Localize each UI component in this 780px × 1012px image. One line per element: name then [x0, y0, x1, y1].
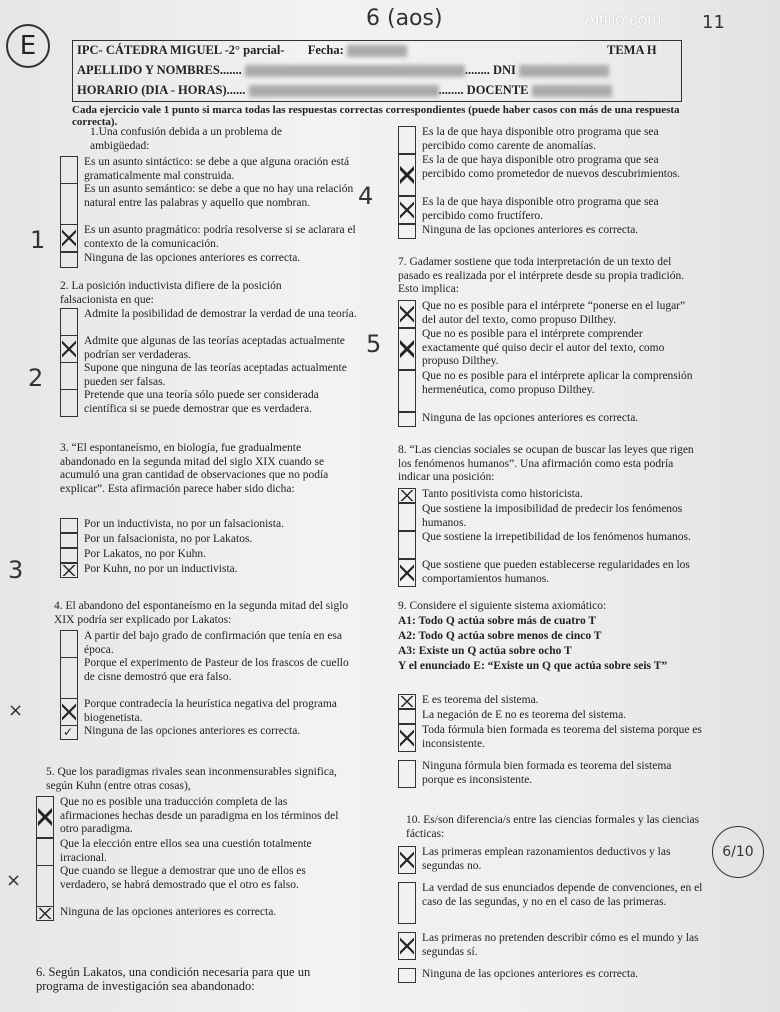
checkbox[interactable]: [60, 156, 78, 184]
q6-option[interactable]: Ninguna de las opciones anteriores es correcta.: [398, 224, 698, 239]
margin-number: 1: [30, 226, 46, 254]
redacted-docente: [532, 85, 612, 97]
checkbox[interactable]: [60, 533, 78, 548]
q3-option[interactable]: Por un inductivista, no por un falsacionista.: [60, 518, 360, 533]
q10-option[interactable]: Las primeras emplean razonamientos deductivos y las segundas no.: [398, 846, 708, 874]
q9-option[interactable]: Ninguna fórmula bien formada es teorema del sistema porque es inconsistente.: [398, 760, 698, 788]
checkbox[interactable]: [60, 389, 78, 417]
checkbox[interactable]: [398, 968, 416, 983]
q8-stem: 8. “Las ciencias sociales se ocupan de buscar las leyes que rigen los fenómenos humanos”. Una afirmación como esta podría indicar una posición:: [398, 444, 694, 483]
checkbox[interactable]: [60, 362, 78, 390]
q7-option[interactable]: Que no es posible para el intérprete comprender exactamente qué quiso decir el autor del texto, como propuso Dilthey.: [398, 328, 698, 370]
q9-axiom: A1: Todo Q actúa sobre más de cuatro T: [398, 615, 597, 627]
tema-label: TEMA H: [607, 43, 657, 57]
checkbox-marked[interactable]: [398, 846, 416, 874]
q9-option[interactable]: La negación de E no es teorema del sistema.: [398, 709, 698, 724]
q1-option[interactable]: Es un asunto pragmático: podría resolverse si se aclarara el contexto de la comunicación.: [60, 224, 360, 252]
fecha-label: Fecha:: [307, 43, 344, 57]
name-label: APELLIDO Y NOMBRES: [77, 63, 220, 77]
q4-option[interactable]: Porque el experimento de Pasteur de los frascos de cuello de cisne demostró que era falso.: [60, 657, 360, 699]
q7-option[interactable]: Que no es posible para el intérprete aplicar la comprensión hermenéutica, como propuso Dilthey.: [398, 370, 698, 412]
checkbox-marked[interactable]: [398, 694, 416, 709]
redacted-schedule: [249, 85, 439, 97]
q5-option[interactable]: Ninguna de las opciones anteriores es correcta.: [36, 906, 346, 921]
checkbox[interactable]: [60, 308, 78, 336]
q9-axiom: A2: Todo Q actúa sobre menos de cinco T: [398, 630, 602, 642]
redacted-name: [245, 65, 465, 77]
checkbox-marked[interactable]: [60, 563, 78, 578]
q4-option[interactable]: ✓ Ninguna de las opciones anteriores es correcta.: [60, 725, 360, 740]
q3-stem: 3. “El espontaneísmo, en biología, fue gradualmente abandonado en la segunda mitad del siglo XIX cuando se acumuló una gran cantidad de observaciones que no podía explicar”. Esta afirmación parece haber sido dicha:: [60, 442, 329, 495]
q6-option[interactable]: Es la de que haya disponible otro programa que sea percibido como fructífero.: [398, 196, 698, 224]
margin-cross: ×: [6, 870, 22, 891]
q8-option[interactable]: Que sostiene que pueden establecerse regularidades en los comportamientos humanos.: [398, 559, 698, 587]
q2-stem: 2. La posición inductivista difiere de la posición falsacionista en que:: [60, 280, 282, 306]
q2-option[interactable]: Admite la posibilidad de demostrar la verdad de una teoría.: [60, 308, 360, 336]
checkbox[interactable]: [36, 838, 54, 866]
checkbox[interactable]: [60, 630, 78, 658]
q2-option[interactable]: Admite que algunas de las teorías aceptadas actualmente podrían ser verdaderas.: [60, 335, 360, 363]
q4-stem: 4. El abandono del espontaneísmo en la segunda mitad del siglo XIX podría ser explicado por Lakatos:: [54, 600, 349, 626]
checkbox-checked[interactable]: [60, 725, 78, 740]
q7-stem: 7. Gadamer sostiene que toda interpretación de un texto del pasado es realizada por el intérprete desde su propia tradición. Esto implica:: [398, 256, 685, 295]
q3-option[interactable]: Por Lakatos, no por Kuhn.: [60, 548, 360, 563]
course-title: IPC- CÁTEDRA MIGUEL -2° parcial-: [77, 43, 285, 57]
q8-option[interactable]: Que sostiene la imposibilidad de predecir los fenómenos humanos.: [398, 503, 698, 531]
q9-option[interactable]: E es teorema del sistema.: [398, 694, 698, 709]
q5-option[interactable]: Que la elección entre ellos sea una cuestión totalmente irracional.: [36, 838, 346, 866]
q7-option[interactable]: Que no es posible para el intérprete “ponerse en el lugar” del autor del texto, como propuso Dilthey.: [398, 300, 698, 328]
docente-label: DOCENTE: [466, 83, 529, 97]
checkbox[interactable]: [398, 224, 416, 239]
q8-option[interactable]: Que sostiene la irrepetibilidad de los fenómenos humanos.: [398, 531, 698, 559]
q6-option[interactable]: Es la de que haya disponible otro programa que sea percibido como prometedor de nuevos descubrimientos.: [398, 154, 698, 196]
q6-stem: 6. Según Lakatos, una condición necesaria para que un programa de investigación sea abandonado:: [36, 965, 311, 993]
q10-option[interactable]: La verdad de sus enunciados depende de convenciones, en el caso de las segundas, y no en el caso de las primeras.: [398, 882, 708, 924]
q4-option[interactable]: Porque contradecía la heurística negativa del programa biogenetista.: [60, 698, 360, 726]
q4-option[interactable]: A partir del bajo grado de confirmación que tenía en esa época.: [60, 630, 360, 658]
checkbox[interactable]: [60, 657, 78, 699]
circled-score: 6/10: [712, 826, 764, 878]
margin-number: 2: [28, 364, 44, 392]
redacted-date: [347, 45, 407, 57]
checkbox-marked[interactable]: [398, 724, 416, 752]
margin-number: 3: [8, 556, 24, 584]
q3-option[interactable]: Por un falsacionista, no por Lakatos.: [60, 533, 360, 548]
q6-option[interactable]: Es la de que haya disponible otro programa que sea percibido como carente de anomalías.: [398, 126, 698, 154]
checkbox[interactable]: [60, 518, 78, 533]
q1-option[interactable]: Es un asunto sintáctico: se debe a que alguna oración está gramaticalmente mal construida.: [60, 156, 360, 184]
margin-number: 5: [366, 330, 382, 358]
checkbox[interactable]: [398, 760, 416, 788]
circled-letter: E: [6, 24, 50, 68]
handwritten-page-number: 11: [702, 12, 725, 33]
q10-option[interactable]: Las primeras no pretenden describir cómo es el mundo y las segundas sí.: [398, 932, 708, 960]
q9-axiom: A3: Existe un Q actúa sobre ocho T: [398, 645, 572, 657]
checkbox[interactable]: [398, 370, 416, 412]
q2-option[interactable]: Pretende que una teoría sólo puede ser considerada científica si se puede demostrar que es verdadera.: [60, 389, 360, 417]
checkbox-marked[interactable]: [60, 335, 78, 363]
margin-number: 4: [358, 182, 374, 210]
schedule-label: HORARIO (DIA - HORAS): [77, 83, 227, 97]
checkbox-marked[interactable]: [398, 559, 416, 587]
checkbox[interactable]: [60, 252, 78, 268]
handwritten-grade: 6 (aos): [366, 6, 443, 31]
checkbox-marked[interactable]: [398, 488, 416, 503]
checkbox-marked[interactable]: [398, 154, 416, 196]
checkbox[interactable]: [398, 412, 416, 427]
checkbox-marked[interactable]: [398, 196, 416, 224]
margin-cross: ×: [8, 700, 24, 721]
q9-statement: Y el enunciado E: “Existe un Q que actúa sobre seis T”: [398, 660, 668, 672]
exam-header: IPC- CÁTEDRA MIGUEL -2° parcial- Fecha: TEMA H APELLIDO Y NOMBRES....... ........ DNI HORARIO (DIA - HORAS)...... ........ DOCENTE: [72, 40, 682, 102]
q5-stem: 5. Que los paradigmas rivales sean inconmensurables significa, según Kuhn (entre otras cosas),: [46, 766, 337, 792]
checkbox[interactable]: [398, 882, 416, 924]
checkbox-marked[interactable]: [60, 698, 78, 726]
checkbox[interactable]: [36, 865, 54, 907]
q1-stem: 1.Una confusión debida a un problema de ambigüedad:: [90, 126, 282, 152]
checkbox[interactable]: [398, 503, 416, 531]
q3-option[interactable]: Por Kuhn, no por un inductivista.: [60, 563, 360, 578]
instructions: Cada ejercicio vale 1 punto si marca todas las respuestas correctas correspondientes (puede haber casos con más de una respuesta correcta).: [72, 104, 680, 128]
checkbox[interactable]: [398, 709, 416, 724]
q8-option[interactable]: Tanto positivista como historicista.: [398, 488, 698, 503]
q5-option[interactable]: Que no es posible una traducción completa de las afirmaciones hechas desde un paradigma en los términos del otro paradigma.: [36, 796, 346, 838]
dni-label: DNI: [492, 63, 516, 77]
q9-stem: 9. Considere el siguiente sistema axiomático:: [398, 600, 607, 612]
checkbox-marked[interactable]: [36, 796, 54, 838]
q1-option[interactable]: Ninguna de las opciones anteriores es correcta.: [60, 252, 360, 268]
q5-option[interactable]: Que cuando se llegue a demostrar que uno de ellos es verdadero, se habrá demostrado que el otro es falso.: [36, 865, 346, 907]
q1-option[interactable]: Es un asunto semántico: se debe a que no hay una relación natural entre las palabras y aquello que nombran.: [60, 183, 360, 225]
checkbox-marked[interactable]: [36, 906, 54, 921]
checkbox[interactable]: [398, 126, 416, 154]
checkbox[interactable]: [60, 548, 78, 563]
checkbox-marked[interactable]: [60, 224, 78, 252]
checkbox[interactable]: [398, 531, 416, 559]
q9-option[interactable]: Toda fórmula bien formada es teorema del sistema porque es inconsistente.: [398, 724, 708, 752]
checkbox-marked[interactable]: [398, 932, 416, 960]
checkbox-marked[interactable]: [398, 328, 416, 370]
q10-option[interactable]: Ninguna de las opciones anteriores es correcta.: [398, 968, 708, 983]
redacted-dni: [519, 65, 609, 77]
checkbox[interactable]: [60, 183, 78, 225]
q2-option[interactable]: Supone que ninguna de las teorías aceptadas actualmente pueden ser falsas.: [60, 362, 360, 390]
q10-stem: 10. Es/son diferencia/s entre las ciencias formales y las ciencias fácticas:: [406, 814, 700, 840]
site-watermark: Altillo.com: [584, 10, 662, 29]
checkbox-marked[interactable]: [398, 300, 416, 328]
q7-option[interactable]: Ninguna de las opciones anteriores es correcta.: [398, 412, 698, 427]
